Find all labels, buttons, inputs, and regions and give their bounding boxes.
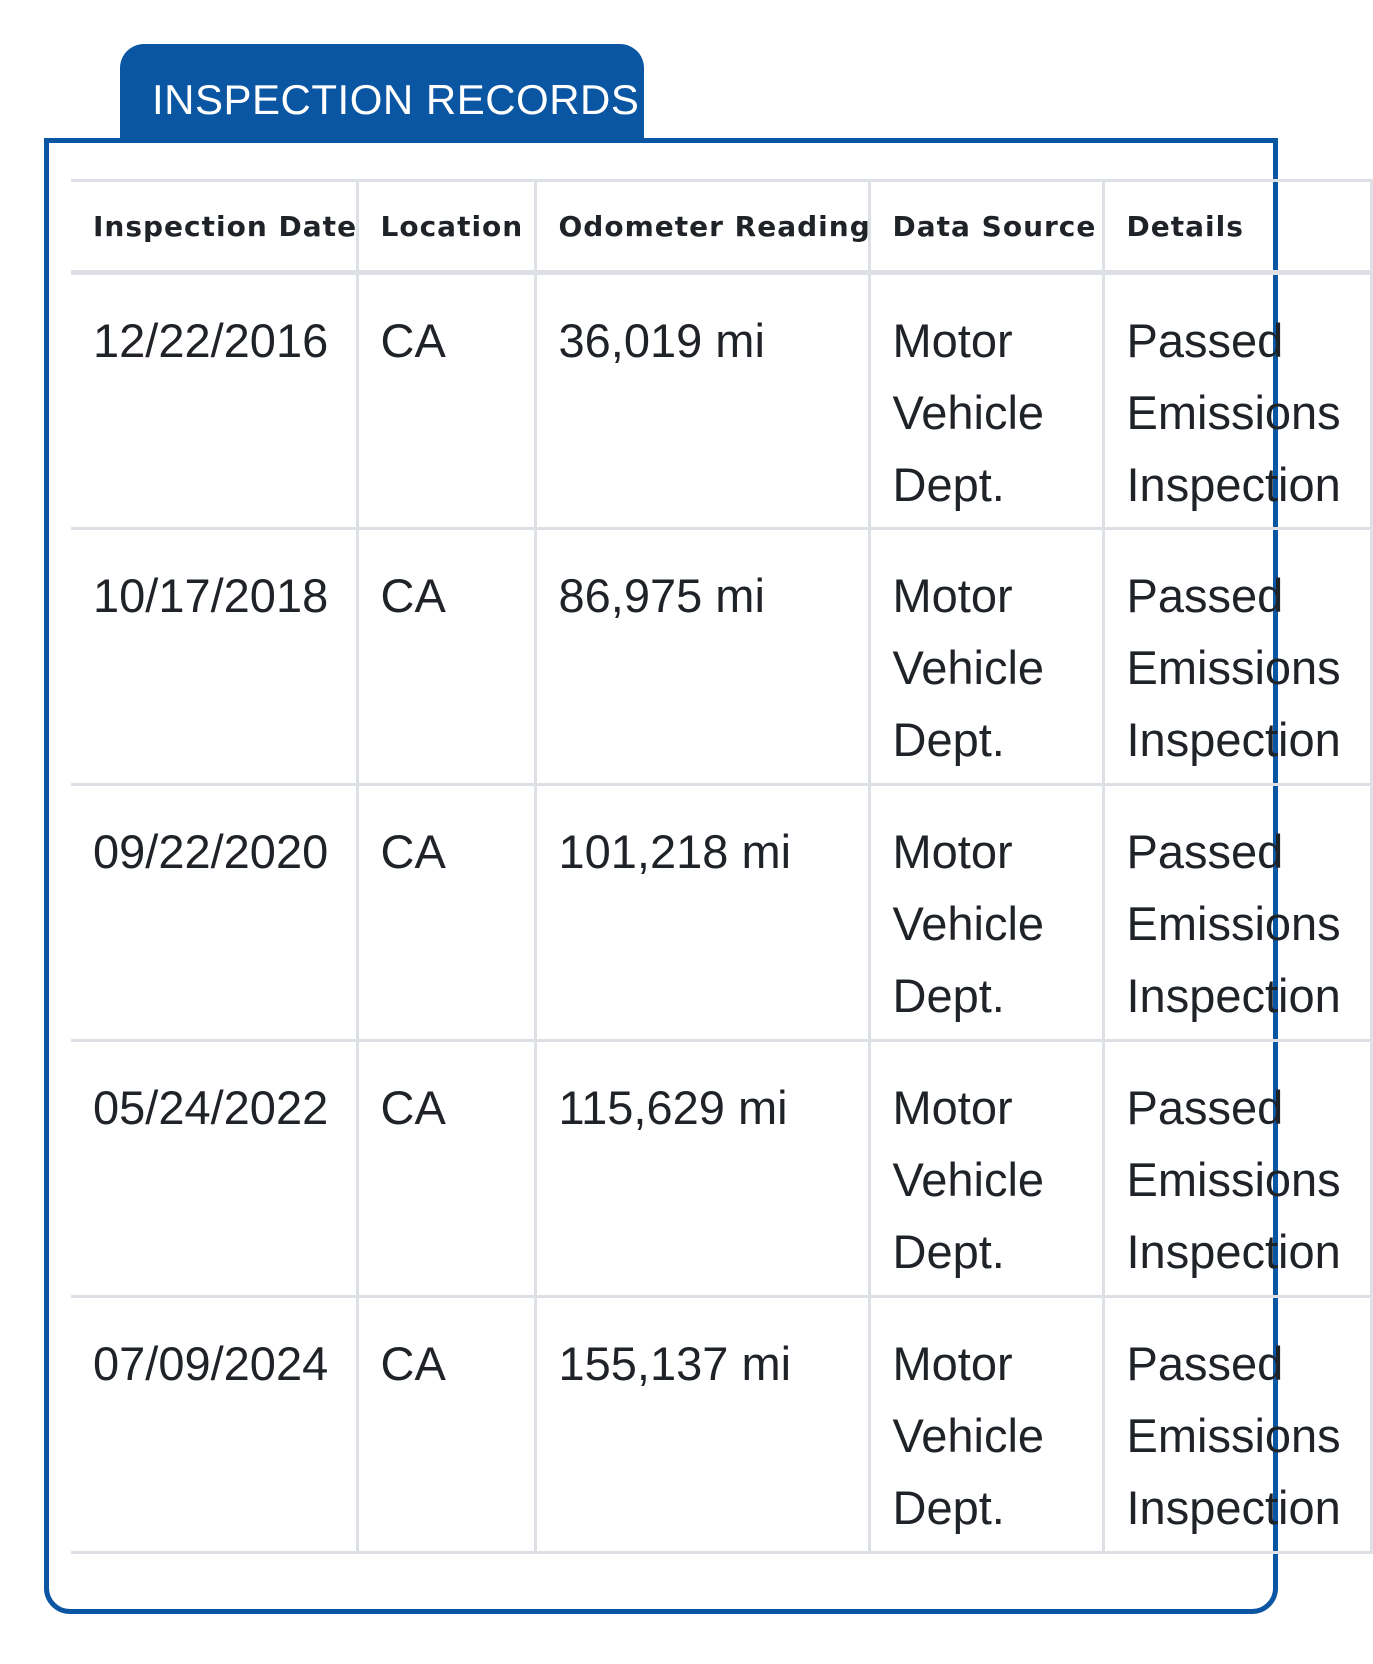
details-line: Emissions [1126,386,1341,439]
cell-odometer: 86,975 mi [535,529,869,785]
details-line: Passed [1126,314,1284,367]
cell-inspection-date: 07/09/2024 [71,1297,357,1553]
cell-location: CA [357,785,535,1041]
cell-odometer: 155,137 mi [535,1297,869,1553]
cell-inspection-date: 10/17/2018 [71,529,357,785]
table-row [71,785,1371,1041]
inspection-records-panel [44,138,1341,1614]
table-header-row [71,181,1371,273]
inspection-table [71,179,1373,1554]
table-row [71,273,1371,529]
cell-data-source: Motor Vehicle Dept. [869,529,1103,785]
column-header-data-source[interactable]: Data Source [869,181,1103,273]
cell-odometer: 101,218 mi [535,785,869,1041]
cell-location: CA [357,529,535,785]
cell-inspection-date: 09/22/2020 [71,785,357,1041]
details-line: Passed [1126,825,1284,878]
details-line: Emissions [1126,1153,1341,1206]
column-header-inspection-date[interactable]: Inspection Date [71,181,357,273]
cell-details [1103,1041,1371,1297]
cell-odometer: 115,629 mi [535,1041,869,1297]
details-line: Inspection [1126,1481,1341,1534]
cell-details [1103,1297,1371,1553]
cell-odometer: 36,019 mi [535,273,869,529]
cell-details [1103,529,1371,785]
table-row [71,1041,1371,1297]
cell-details [1103,785,1371,1041]
section-tab [120,44,644,144]
details-line: Inspection [1126,969,1341,1022]
details-line: Passed [1126,1081,1284,1134]
details-line: Inspection [1126,1225,1341,1278]
table-row [71,529,1371,785]
table-row [71,1297,1371,1553]
details-line: Passed [1126,569,1284,622]
cell-location: CA [357,273,535,529]
table-scroll-area[interactable] [85,179,1341,1587]
cell-location: CA [357,1041,535,1297]
details-line: Passed [1126,1337,1284,1390]
cell-inspection-date: 05/24/2022 [71,1041,357,1297]
details-line: Inspection [1126,713,1341,766]
cell-data-source: Motor Vehicle Dept. [869,1297,1103,1553]
cell-inspection-date: 12/22/2016 [71,273,357,529]
cell-location: CA [357,1297,535,1553]
details-line: Inspection [1126,458,1341,511]
column-header-details[interactable]: Details [1103,181,1371,273]
column-header-odometer-reading[interactable]: Odometer Reading [535,181,869,273]
cell-details [1103,273,1371,529]
details-line: Emissions [1126,897,1341,950]
details-line: Emissions [1126,641,1341,694]
details-line: Emissions [1126,1409,1341,1462]
section-title: INSPECTION RECORDS [152,76,640,123]
column-header-location[interactable]: Location [357,181,535,273]
cell-data-source: Motor Vehicle Dept. [869,785,1103,1041]
cell-data-source: Motor Vehicle Dept. [869,1041,1103,1297]
cell-data-source: Motor Vehicle Dept. [869,273,1103,529]
